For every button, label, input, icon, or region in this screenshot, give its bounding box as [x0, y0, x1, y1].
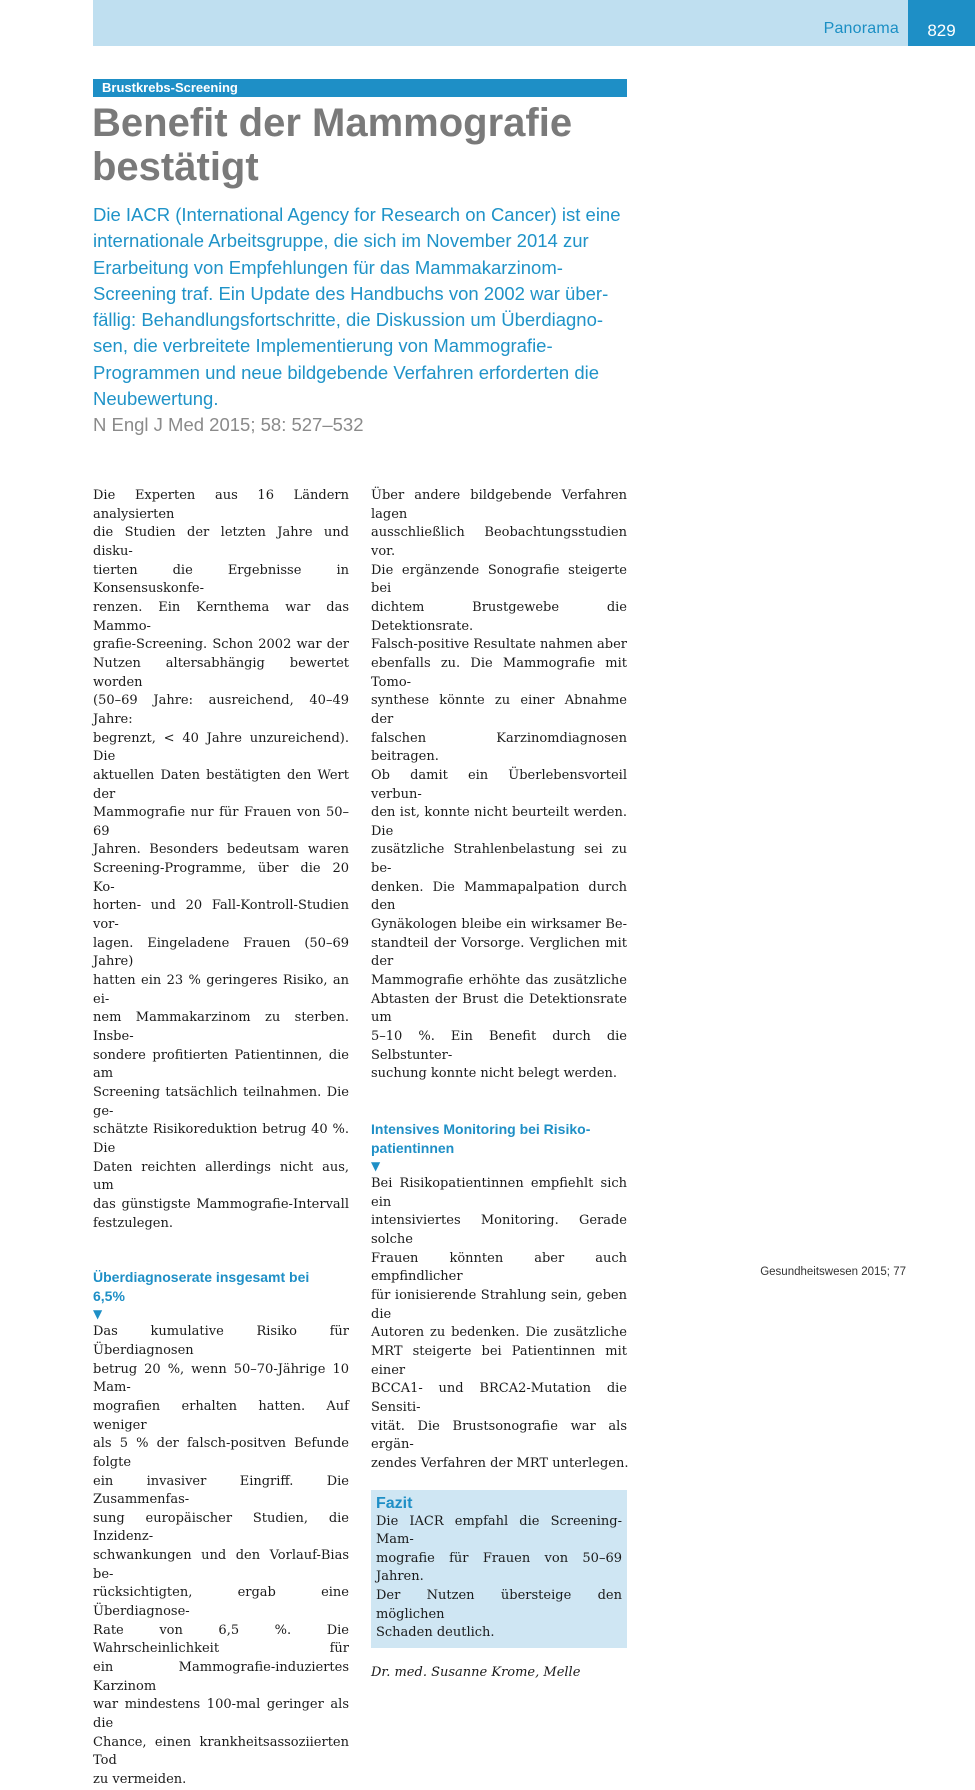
text-line: Die ergänzende Sonografie steigerte bei	[371, 562, 627, 597]
text-line: zu vermeiden.	[93, 1772, 187, 1787]
text-line: horten- und 20 Fall-Kontroll-Studien vor-	[93, 898, 349, 933]
text-line: ebenfalls zu. Die Mammografie mit Tomo-	[371, 655, 627, 690]
article-title	[92, 101, 652, 189]
title-line: Benefit der Mammografie	[92, 101, 573, 145]
body-paragraph	[371, 487, 627, 1084]
title-line: bestätigt	[92, 145, 259, 189]
text-line: für ionisierende Strahlung sein, geben die	[371, 1287, 627, 1322]
text-line: als 5 % der falsch-positven Befunde folgte	[93, 1436, 349, 1470]
section-heading	[93, 1268, 349, 1306]
fazit-text	[376, 1513, 622, 1644]
body-paragraph	[371, 1175, 627, 1474]
text-line: tierten die Ergebnisse in Konsensuskonfe-	[93, 562, 349, 597]
text-line: betrug 20 %, wenn 50–70-Jährige 10 Mam-	[93, 1361, 349, 1396]
section-label: Panorama	[823, 20, 899, 37]
text-line: renzen. Ein Kernthema war das Mammo-	[93, 599, 349, 634]
page-number: 829	[908, 0, 975, 46]
text-line: Screening-Programme, über die 20 Ko-	[93, 861, 349, 895]
text-line: die Studien der letzten Jahre und disku-	[93, 525, 349, 559]
text-line: festzulegen.	[93, 1215, 173, 1231]
text-line: Screening traf. Ein Update des Handbuchs von 2002 war über-	[93, 282, 609, 304]
text-line: aktuellen Daten bestätigten den Wert der	[93, 767, 349, 802]
text-line: mografien erhalten hatten. Auf weniger	[93, 1398, 349, 1433]
lead-paragraph	[93, 202, 633, 412]
left-column	[93, 487, 349, 1790]
text-line: Falsch-positive Resultate nahmen aber	[371, 637, 628, 653]
text-line: Die Experten aus 16 Ländern analysierten	[93, 488, 349, 522]
text-line: Erarbeitung von Empfehlungen für das Mammakarzinom-	[93, 256, 563, 278]
text-line: Rate von 6,5 %. Die Wahrscheinlichkeit für	[93, 1622, 349, 1657]
text-line: ein Mammografie-induziertes Karzinom	[93, 1660, 349, 1694]
text-line: fällig: Behandlungsfortschritte, die Diskussion um Überdiagno-	[93, 309, 604, 331]
heading-line: patientinnen	[371, 1140, 455, 1156]
citation: N Engl J Med 2015; 58: 527–532	[93, 414, 364, 435]
heading-line: Intensives Monitoring bei Risiko-	[371, 1121, 591, 1137]
text-line: mografie für Frauen von 50–69 Jahren.	[376, 1550, 622, 1585]
text-line: lagen. Eingeladene Frauen (50–69 Jahre)	[93, 935, 349, 970]
text-line: Screening tatsächlich teilnahmen. Die ge-	[93, 1085, 349, 1119]
text-line: dichtem Brustgewebe die Detektionsrate.	[371, 599, 627, 634]
text-line: Programmen und neue bildgebende Verfahren erforderten die	[93, 361, 600, 383]
text-line: Neubewertung.	[93, 388, 219, 410]
right-column	[371, 487, 627, 1682]
text-line: Gynäkologen bleibe ein wirksamer Be-	[371, 917, 627, 933]
text-line: suchung konnte nicht belegt werden.	[371, 1066, 618, 1082]
text-line: ein invasiver Eingriff. Die Zusammenfas-	[93, 1473, 349, 1508]
text-line: falschen Karzinomdiagnosen beitragen.	[371, 730, 627, 765]
text-line: synthese könnte zu einer Abnahme der	[371, 693, 627, 727]
text-line: BCCA1- und BRCA2-Mutation die Sensiti-	[371, 1381, 627, 1415]
text-line: schwankungen und den Vorlauf-Bias be-	[93, 1548, 349, 1582]
text-line: Der Nutzen übersteige den möglichen	[376, 1588, 622, 1622]
text-line: ausschließlich Beobachtungsstudien vor.	[371, 525, 627, 559]
text-line: Mammografie erhöhte das zusätzliche	[371, 973, 627, 989]
author-signature: Dr. med. Susanne Krome, Melle	[371, 1665, 581, 1681]
text-line: Nutzen altersabhängig bewertet worden	[93, 655, 349, 690]
triangle-marker-icon: ▼	[371, 1159, 381, 1173]
text-line: Jahren. Besonders bedeutsam waren	[93, 842, 349, 858]
text-line: Autoren zu bedenken. Die zusätzliche	[371, 1325, 627, 1341]
text-line: standteil der Vorsorge. Verglichen mit der	[371, 935, 627, 970]
text-line: sung europäischer Studien, die Inzidenz-	[93, 1510, 349, 1545]
text-line: zendes Verfahren der MRT unterlegen.	[371, 1455, 629, 1471]
text-line: Frauen könnten aber auch empfindlicher	[371, 1250, 627, 1285]
topic-tagline: Brustkrebs-Screening	[93, 79, 627, 97]
text-line: Das kumulative Risiko für Überdiagnosen	[93, 1324, 349, 1358]
text-line: 5–10 %. Ein Benefit durch die Selbstunter-	[371, 1029, 627, 1063]
text-line: Daten reichten allerdings nicht aus, um	[93, 1159, 349, 1194]
text-line: sen, die verbreitete Implementierung von Mammografie-	[93, 335, 553, 357]
heading-line: 6,5%	[93, 1288, 125, 1305]
text-line: schätzte Risikoreduktion betrug 40 %. Die	[93, 1122, 349, 1156]
header-bar	[93, 0, 975, 46]
text-line: intensiviertes Monitoring. Gerade solche	[371, 1213, 627, 1247]
text-line: Bei Risikopatientinnen empfiehlt sich ein	[371, 1176, 627, 1210]
text-line: Schaden deutlich.	[376, 1625, 495, 1641]
text-line: sondere profitierten Patientinnen, die am	[93, 1047, 349, 1082]
text-line: das günstigste Mammografie-Intervall	[93, 1196, 349, 1212]
text-line: Die IACR empfahl die Screening-Mam-	[376, 1513, 622, 1548]
text-line: denken. Die Mammapalpation durch den	[371, 879, 627, 914]
journal-footer: Gesundheitswesen 2015; 77	[760, 1266, 906, 1278]
text-line: MRT steigerte bei Patientinnen mit einer	[371, 1343, 627, 1378]
text-line: Die IACR (International Agency for Research on Cancer) ist eine	[93, 204, 621, 225]
text-line: grafie-Screening. Schon 2002 war der	[93, 637, 349, 653]
text-line: begrenzt, < 40 Jahre unzureichend). Die	[93, 730, 349, 765]
text-line: vität. Die Brustsonografie war als ergän-	[371, 1418, 627, 1453]
fazit-title: Fazit	[376, 1494, 413, 1512]
section-heading	[371, 1120, 627, 1158]
text-line: Über andere bildgebende Verfahren lagen	[371, 488, 627, 522]
text-line: nem Mammakarzinom zu sterben. Insbe-	[93, 1010, 349, 1045]
fazit-box	[371, 1490, 627, 1649]
text-line: Mammografie nur für Frauen von 50–69	[93, 805, 349, 839]
body-paragraph	[93, 1323, 349, 1789]
text-line: den ist, konnte nicht beurteilt werden. Die	[371, 805, 627, 839]
text-line: Chance, einen krankheitsassoziierten Tod	[93, 1734, 349, 1769]
text-line: rücksichtigten, ergab eine Überdiagnose-	[93, 1585, 349, 1620]
body-paragraph	[93, 487, 349, 1233]
text-line: Abtasten der Brust die Detektionsrate um	[371, 991, 627, 1026]
heading-line: Überdiagnoserate insgesamt bei	[93, 1269, 310, 1286]
text-line: (50–69 Jahre: ausreichend, 40–49 Jahre:	[93, 693, 349, 727]
text-line: internationale Arbeitsgruppe, die sich im November 2014 zur	[93, 230, 589, 252]
triangle-marker-icon: ▼	[93, 1307, 103, 1322]
text-line: Ob damit ein Überlebensvorteil verbun-	[371, 767, 627, 802]
text-line: hatten ein 23 % geringeres Risiko, an ei-	[93, 973, 349, 1007]
text-line: zusätzliche Strahlenbelastung sei zu be-	[371, 842, 627, 877]
text-line: war mindestens 100-mal geringer als die	[93, 1697, 349, 1732]
